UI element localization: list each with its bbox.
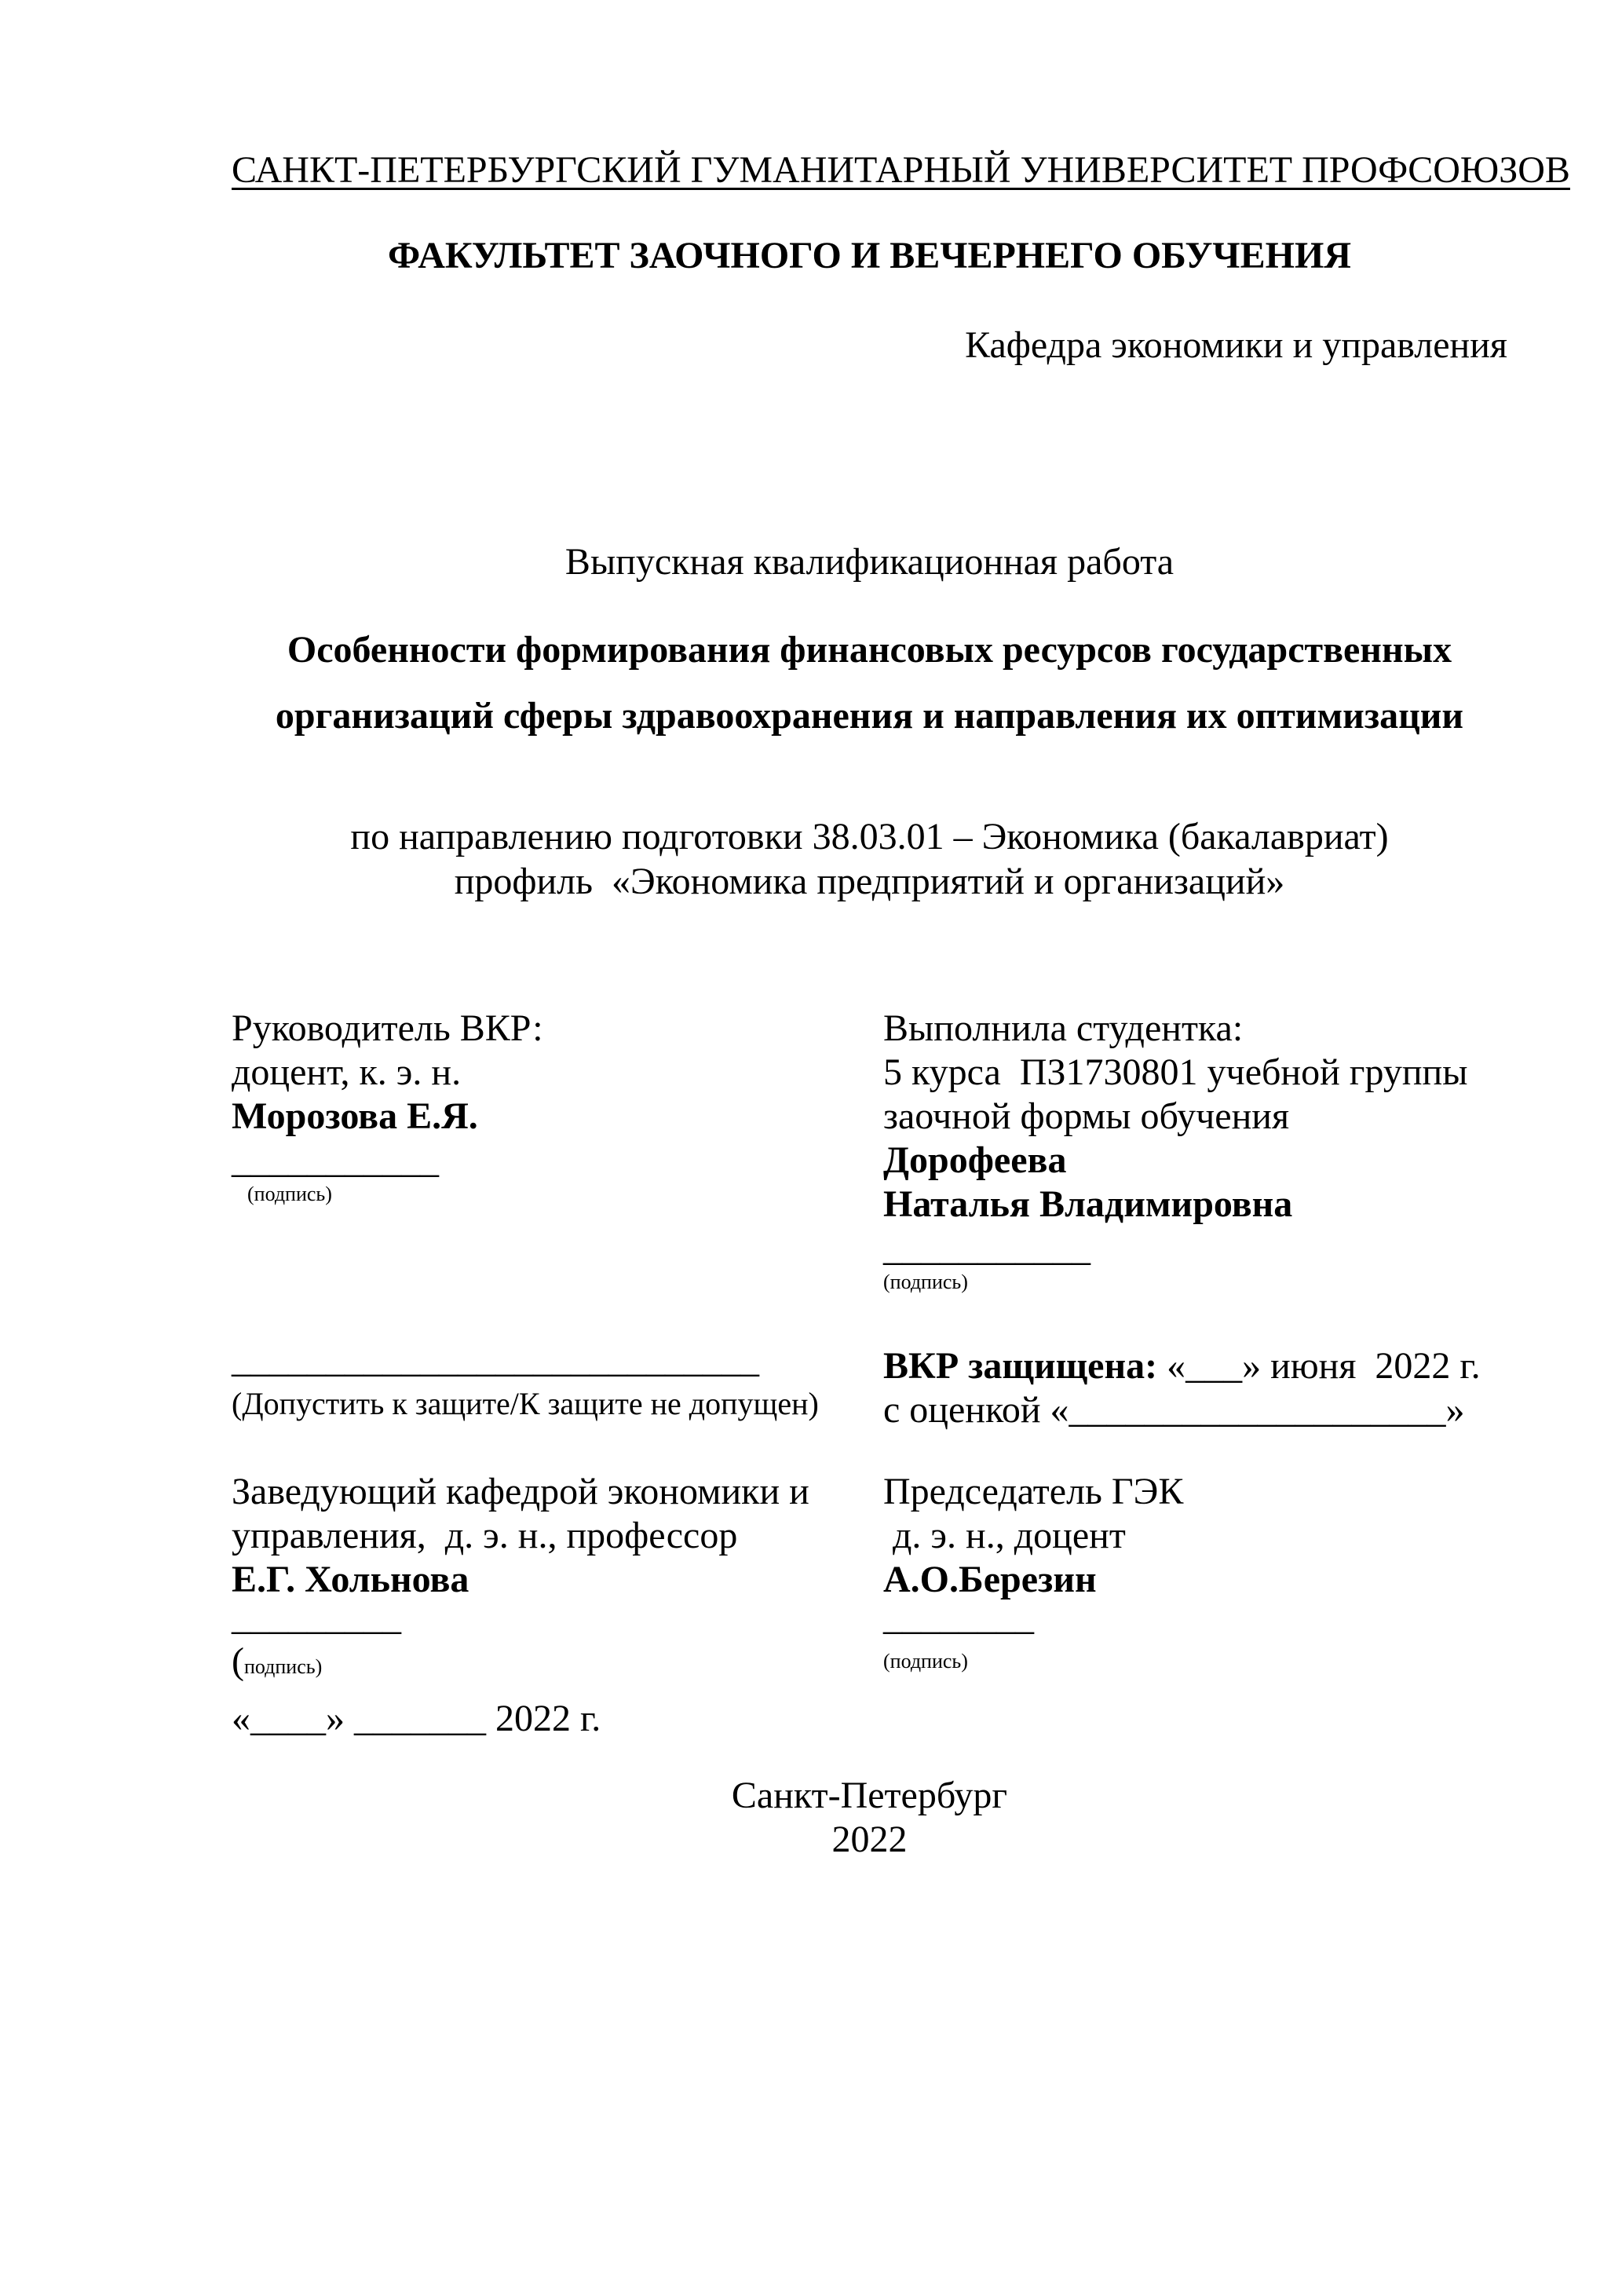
admission-signature-line: ____________________________ xyxy=(232,1339,759,1380)
gek-chairman-block xyxy=(883,1470,1590,1602)
program-direction: по направлению подготовки 38.03.01 – Экономика (бакалавриат) xyxy=(350,816,1389,857)
chairman-signature-caption: (подпись) xyxy=(883,1650,968,1673)
head-name: Е.Г. Хольнова xyxy=(232,1559,469,1600)
thesis-title-line1: Особенности формирования финансовых ресурсов государственных xyxy=(287,629,1452,671)
department-name: Кафедра экономики и управления xyxy=(965,324,1507,366)
admission-caption: (Допустить к защите/К защите не допущен) xyxy=(232,1386,819,1421)
student-signature-caption: (подпись) xyxy=(883,1270,968,1293)
defense-defended-rest: «___» июня 2022 г. xyxy=(1157,1345,1481,1387)
head-signature-caption-text: подпись) xyxy=(243,1655,323,1678)
chairman-position-line2: д. э. н., доцент xyxy=(883,1515,1126,1556)
chairman-name: А.О.Березин xyxy=(883,1559,1097,1600)
supervisor-degree: доцент, к. э. н. xyxy=(232,1051,462,1093)
chairman-position-line1: Председатель ГЭК xyxy=(883,1471,1184,1512)
supervisor-signature-line: ___________ xyxy=(232,1139,439,1181)
head-signature-paren: ( xyxy=(232,1640,244,1682)
head-signature-line: _________ xyxy=(232,1596,401,1638)
student-group: 5 курса ПЗ1730801 учебной группы xyxy=(883,1051,1468,1093)
supervisor-signature-caption: (подпись) xyxy=(247,1183,332,1205)
student-study-form: заочной формы обучения xyxy=(883,1095,1290,1137)
defense-block xyxy=(883,1344,1590,1432)
faculty-name: ФАКУЛЬТЕТ ЗАОЧНОГО И ВЕЧЕРНЕГО ОБУЧЕНИЯ xyxy=(387,235,1352,276)
work-type: Выпускная квалификационная работа xyxy=(564,541,1174,583)
supervisor-block xyxy=(232,1007,875,1206)
footer xyxy=(232,1774,1507,1862)
head-signature-caption xyxy=(232,1640,875,1689)
defense-grade-line: с оценкой «____________________» xyxy=(883,1389,1465,1431)
chairman-signature-line: ________ xyxy=(883,1596,1034,1638)
footer-city: Санкт-Петербург xyxy=(731,1775,1008,1816)
head-signature-block xyxy=(232,1596,875,1741)
defense-date-line xyxy=(883,1344,1590,1388)
student-block xyxy=(883,1007,1590,1294)
chairman-signature-block xyxy=(883,1596,1590,1684)
head-of-department-block xyxy=(232,1470,875,1602)
thesis-title-line2: организаций сферы здравоохранения и направления их оптимизации xyxy=(275,695,1464,737)
university-name: САНКТ-ПЕТЕРБУРГСКИЙ ГУМАНИТАРНЫЙ УНИВЕРСИТЕТ ПРОФСОЮЗОВ xyxy=(232,149,1570,191)
student-name-patronymic: Наталья Владимировна xyxy=(883,1183,1293,1225)
supervisor-name: Морозова Е.Я. xyxy=(232,1095,478,1137)
program-profile: профиль «Экономика предприятий и организаций» xyxy=(454,861,1285,902)
supervisor-role: Руководитель ВКР: xyxy=(232,1007,543,1049)
student-signature-line: ___________ xyxy=(883,1227,1090,1269)
head-position-line1: Заведующий кафедрой экономики и xyxy=(232,1471,809,1512)
defense-defended-label: ВКР защищена: xyxy=(883,1345,1158,1387)
head-date-line: «____» _______ 2022 г. xyxy=(232,1698,601,1739)
admission-block xyxy=(232,1338,875,1426)
head-position-line2: управления, д. э. н., профессор xyxy=(232,1515,738,1556)
student-performed-by: Выполнила студентка: xyxy=(883,1007,1244,1049)
footer-year: 2022 xyxy=(831,1819,908,1860)
student-surname: Дорофеева xyxy=(883,1139,1067,1181)
